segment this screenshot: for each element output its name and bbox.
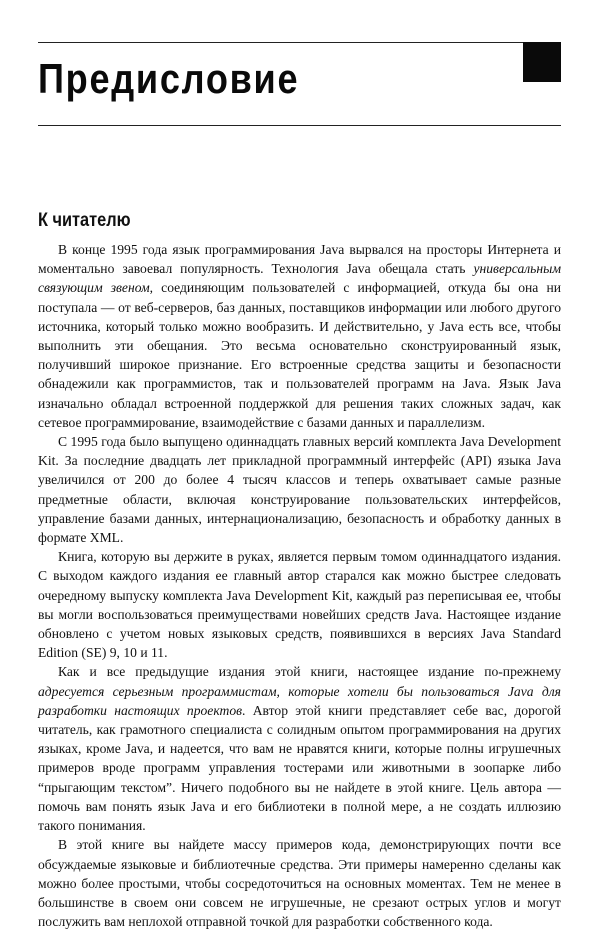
paragraph-text: . Автор этой книги представляет себе вас, дорогой читатель, как грамотного специалиста с солидным опытом программирования на других языках, кроме Java, и надеется, что вам не нравятся книги, которые полны игрушечных примеров вроде программ управления тостерами или животными в зоопарке либо “прыгающим текстом”. Ничего подобного вы не найдете в этой книге. Цель автора — помочь вам понять язык Java и его библиотеки в полной мере, а не создать иллюзию такого понимания. xyxy=(38,702,561,834)
paragraph-text: С 1995 года было выпущено одиннадцать главных версий комплекта Java Development Kit. За последние двадцать лет прикладной программный интерфейс (API) языка Java увеличился от 200 до более 4 тысяч классов и теперь охватывает самые разные предметные области, включая конструирование пользовательских интерфейсов, управление базами данных, интернационализацию, безопасность и обработку данных в формате XML. xyxy=(38,434,561,546)
chapter-corner-marker xyxy=(523,42,561,82)
paragraph-text: Книга, которую вы держите в руках, является первым томом одиннадцатого издания. С выходом каждого издания ее главный автор старался как можно быстрее следовать очередному выпуску комплекта Java Development Kit, каждый раз переписывая ее, чтобы вы могли воспользоваться преимуществами новейших средств Java. Настоящее издание обновлено с учетом новых языковых средств, появившихся в версиях Java Standard Edition (SE) 9, 10 и 11. xyxy=(38,549,561,661)
chapter-title: Предисловие xyxy=(38,55,300,102)
paragraph-emphasis: универсальным связующим звеном xyxy=(38,261,561,296)
title-rule xyxy=(38,125,561,126)
paragraph xyxy=(38,835,561,931)
paragraph xyxy=(38,240,561,432)
body-text xyxy=(38,240,561,931)
paragraph xyxy=(38,432,561,547)
paragraph-emphasis: адресуется серьезным программистам, которые хотели бы пользоваться Java для разработки настоящих проектов xyxy=(38,683,561,718)
paragraph-text: , соединяющим пользователей с информацией, откуда бы она ни поступала — от веб-серверов, баз данных, поставщиков информации или любого другого источника, который только можно вообразить. И действительно, у Java есть все, чтобы выполнить эти обещания. Это весьма основательно сконструированный язык, получивший широкое признание. Его встроенные средства защиты и безопасности обнадежили как программистов, так и пользователей программ на Java. Язык Java изначально обладал встроенной поддержкой для решения таких сложных задач, как сетевое программирование, взаимодействие с базами данных и параллелизм. xyxy=(38,280,561,430)
paragraph-text: В конце 1995 года язык программирования Java вырвался на просторы Интернета и моментально завоевал популярность. Технология Java обещала стать xyxy=(38,242,561,277)
paragraph-text: В этой книге вы найдете массу примеров кода, демонстрирующих почти все обсуждаемые языковые и библиотечные средства. Эти примеры намеренно сделаны как можно более простыми, чтобы сосредоточиться на основных моментах. Тем не менее в большинстве в своем они совсем не игрушечные, не срезают острых углов и могут послужить вам неплохой отправной точкой для разработки собственного кода. xyxy=(38,837,561,930)
paragraph xyxy=(38,662,561,835)
paragraph xyxy=(38,547,561,662)
top-rule xyxy=(38,42,561,43)
paragraph-text: Как и все предыдущие издания этой книги, настоящее издание по-прежнему xyxy=(58,664,561,680)
section-title: К читателю xyxy=(38,210,131,231)
